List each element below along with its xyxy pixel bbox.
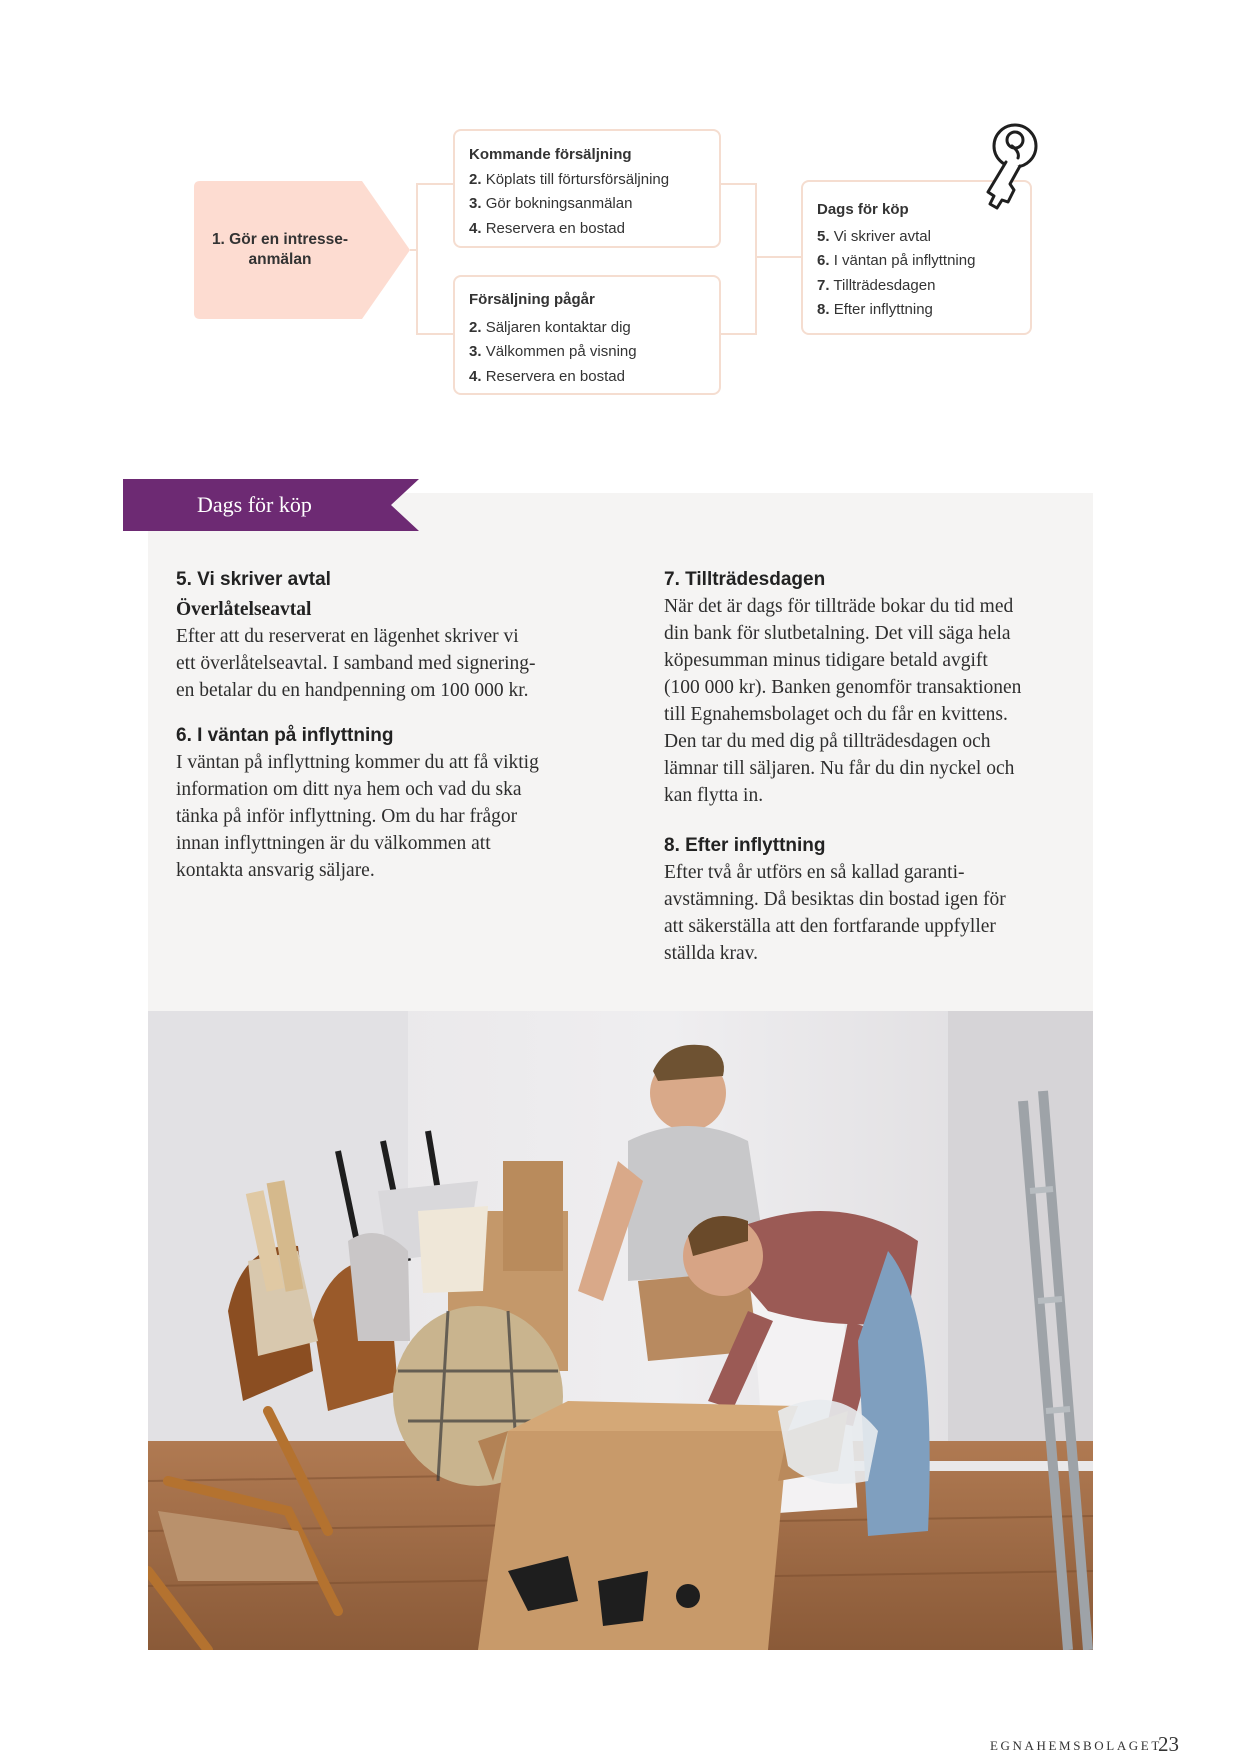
list-item: 2. Säljaren kontaktar dig bbox=[469, 318, 631, 336]
list-item: 7. Tillträdesdagen bbox=[817, 276, 936, 294]
flow-box-upcoming-sale bbox=[453, 129, 721, 248]
box-title: Kommande försäljning bbox=[469, 146, 632, 163]
moving-in-photo bbox=[148, 1011, 1093, 1650]
process-flow-diagram bbox=[0, 0, 1240, 420]
key-icon bbox=[972, 122, 1042, 212]
list-item: 5. Vi skriver avtal bbox=[817, 227, 931, 245]
step7-title: 7. Tillträdesdagen bbox=[664, 569, 826, 590]
step5-title: 5. Vi skriver avtal bbox=[176, 569, 331, 590]
step6-title: 6. I väntan på inflyttning bbox=[176, 725, 394, 746]
flow-box-sale-ongoing bbox=[453, 275, 721, 395]
step6-text: I väntan på inflyttning kommer du att få viktig information om ditt nya hem och vad du ska tänka på inför inflyttning. Om du har frågor innan inflyttningen är du välkommen att kontakta ansvarig säljare. bbox=[176, 752, 539, 881]
photo-illustration bbox=[148, 1011, 1093, 1650]
list-item: 3. Gör bokningsanmälan bbox=[469, 195, 633, 212]
left-column bbox=[176, 566, 596, 884]
step7-text: När det är dags för tillträde bokar du tid med din bank för slutbetalning. Det vill säga hela köpesumman minus tidigare betald avgift (100 000 kr). Banken genomför transaktionen till Egnahemsbolaget och du får en kvittens. Den tar du med dig på tillträdesdagen och lämnar till säljaren. Nu får du din nyckel och kan flytta in. bbox=[664, 596, 1022, 806]
step1-label: 1. Gör en intresse-anmälan bbox=[211, 231, 349, 268]
list-item: 8. Efter inflyttning bbox=[817, 301, 933, 318]
step5-subtitle: Överlåtelseavtal bbox=[176, 599, 312, 620]
section-ribbon-label: Dags för köp bbox=[197, 492, 312, 517]
list-item: 6. I väntan på inflyttning bbox=[817, 252, 976, 269]
connector-left bbox=[410, 184, 453, 334]
page-number: 23 bbox=[1158, 1732, 1179, 1756]
list-item: 2. Köplats till förtursförsäljning bbox=[469, 170, 670, 188]
step5-text: Efter att du reserverat en lägenhet skriver vi ett överlåtelseavtal. I samband med signering- en betalar du en handpenning om 100 000 kr. bbox=[176, 626, 536, 701]
box-title: Försäljning pågår bbox=[469, 291, 595, 308]
connector-right bbox=[721, 184, 801, 334]
step8-text: Efter två år utförs en så kallad garanti- avstämning. Då besiktas din bostad igen för att säkerställa att den fortfarande uppfyller ställda krav. bbox=[664, 862, 1006, 964]
step1-register-interest bbox=[194, 181, 364, 319]
list-item: 4. Reservera en bostad bbox=[469, 367, 625, 385]
step8-title: 8. Efter inflyttning bbox=[664, 835, 826, 856]
list-item: 4. Reservera en bostad bbox=[469, 219, 625, 237]
box-title: Dags för köp bbox=[817, 201, 909, 218]
right-column bbox=[664, 566, 1069, 967]
footer-brand: EGNAHEMSBOLAGET bbox=[990, 1738, 1162, 1753]
list-item: 3. Välkommen på visning bbox=[469, 343, 637, 360]
